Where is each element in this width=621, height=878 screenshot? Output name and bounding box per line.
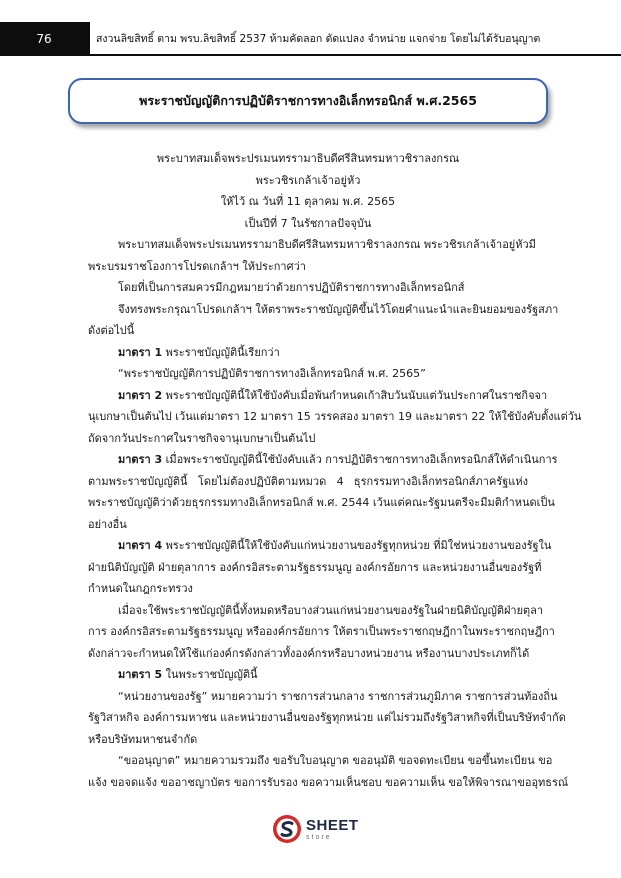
- section-text: พระราชบัญญัตินี้ให้ใช้บังคับเมื่อพ้นกำหนดเก้าสิบวันนับแต่วันประกาศในราชกิจจา: [162, 388, 548, 402]
- title-box: [68, 78, 548, 124]
- preamble-line: พระวชิรเกล้าเจ้าอยู่หัว: [255, 173, 361, 187]
- section-text: พระราชบัญญัตินี้ให้ใช้บังคับแก่หน่วยงานของรัฐทุกหน่วย ที่มิใช่หน่วยงานของรัฐใน: [162, 539, 552, 552]
- paragraph-line: โดยที่เป็นการสมควรมีกฎหมายว่าด้วยการปฏิบัติราชการทางอิเล็กทรอนิกส์: [118, 281, 465, 294]
- footer-logo: [272, 812, 359, 846]
- copyright-notice: สงวนลิขสิทธิ์ ตาม พรบ.ลิขสิทธิ์ 2537 ห้ามคัดลอก ดัดแปลง จำหน่าย แจกจ่าย โดยไม่ได้รับอนุญาต: [96, 33, 541, 45]
- preamble-line: เป็นปีที่ 7 ในรัชกาลปัจจุบัน: [244, 216, 372, 230]
- paragraph-line: ดังต่อไปนี้: [88, 324, 135, 337]
- definition-line: หรือบริษัทมหาชนจำกัด: [88, 732, 198, 746]
- header-bar: [88, 22, 621, 56]
- paragraph-line: พระบาทสมเด็จพระปรเมนทรรามาธิบดีศรีสินทรมหาวชิราลงกรณ พระวชิรเกล้าเจ้าอยู่หัวมี: [118, 238, 536, 251]
- paragraph-line: ดังกล่าวจะกำหนดให้ใช้แก่องค์กรดังกล่าวทั้งองค์กรหรือบางหน่วยงาน หรืองานบางประเภทก็ได้: [88, 646, 530, 660]
- document-body: [88, 148, 582, 793]
- paragraph-line: การ องค์กรอิสระตามรัฐธรรมนูญ หรือองค์กรอัยการ ให้ตราเป็นพระราชกฤษฎีกาในพระราชกฤษฎีกา: [88, 625, 555, 638]
- paragraph-line: กำหนดในกฎกระทรวง: [88, 582, 193, 595]
- document-title: พระราชบัญญัติการปฏิบัติราชการทางอิเล็กทรอนิกส์ พ.ศ.2565: [139, 93, 477, 108]
- sheet-store-logo-icon: [272, 814, 302, 844]
- paragraph-line: จึงทรงพระกรุณาโปรดเกล้าฯ ให้ตราพระราชบัญญัติขึ้นไว้โดยคำแนะนำและยินยอมของรัฐสภา: [118, 302, 559, 316]
- section-label: มาตรา 3: [118, 453, 163, 466]
- section-text: ในพระราชบัญญัตินี้: [162, 668, 258, 681]
- paragraph-line: ถัดจากวันประกาศในราชกิจจานุเบกษาเป็นต้นไป: [88, 431, 316, 445]
- definition-line: แจ้ง ขอจดแจ้ง ขออาชญาบัตร ขอการรับรอง ขอความเห็นชอบ ขอความเห็น ขอให้พิจารณาขออุทธรณ์: [88, 775, 569, 789]
- section-label: มาตรา 2: [118, 388, 163, 402]
- act-name-line: “พระราชบัญญัติการปฏิบัติราชการทางอิเล็กทรอนิกส์ พ.ศ. 2565”: [118, 367, 426, 380]
- paragraph-line: นุเบกษาเป็นต้นไป เว้นแต่มาตรา 12 มาตรา 15 วรรคสอง มาตรา 19 และมาตรา 22 ให้ใช้บังคับตั้งแต่วัน: [88, 410, 582, 423]
- paragraph-line: เมื่อจะใช้พระราชบัญญัตินี้ทั้งหมดหรือบางส่วนแก่หน่วยงานของรัฐในฝ่ายนิติบัญญัติฝ่ายตุลา: [118, 603, 544, 617]
- definition-line: รัฐวิสาหกิจ องค์การมหาชน และหน่วยงานอื่นของรัฐทุกหน่วย แต่ไม่รวมถึงรัฐวิสาหกิจที่เป็นบริษัทจำกัด: [88, 711, 566, 724]
- section-4: [88, 535, 552, 557]
- section-text: เมื่อพระราชบัญญัตินี้ใช้บังคับแล้ว การปฏิบัติราชการทางอิเล็กทรอนิกส์ให้ดำเนินการ: [162, 453, 558, 466]
- paragraph-line: ฝ่ายนิติบัญญัติ ฝ่ายตุลาการ องค์กรอิสระตามรัฐธรรมนูญ องค์กรอัยการ และหน่วยงานอื่นของรัฐที่: [88, 560, 542, 574]
- section-label: มาตรา 5: [118, 668, 163, 681]
- page-header: [0, 22, 621, 56]
- definition-line: “หน่วยงานของรัฐ” หมายความว่า ราชการส่วนกลาง ราชการส่วนภูมิภาค ราชการส่วนท้องถิ่น: [118, 689, 558, 703]
- section-2: [88, 385, 548, 407]
- section-1: [88, 342, 528, 364]
- logo-subtitle: store: [306, 833, 332, 841]
- definition-line: “ขออนุญาต” หมายความรวมถึง ขอรับใบอนุญาต ขออนุมัติ ขอจดทะเบียน ขอขึ้นทะเบียน ขอ: [118, 754, 553, 767]
- section-3: [88, 449, 558, 471]
- logo-word: SHEET: [306, 816, 359, 834]
- section-label: มาตรา 4: [118, 539, 163, 552]
- section-label: มาตรา 1: [118, 345, 163, 359]
- preamble-line: พระบาทสมเด็จพระปรเมนทรรามาธิบดีศรีสินทรมหาวชิราลงกรณ: [156, 152, 460, 165]
- section-text: พระราชบัญญัตินี้เรียกว่า: [162, 345, 280, 359]
- paragraph-line: พระบรมราชโองการโปรดเกล้าฯ ให้ประกาศว่า: [88, 259, 306, 273]
- paragraph-line: ตามพระราชบัญญัตินี้ โดยไม่ต้องปฏิบัติตามหมวด 4 ธุรกรรมทางอิเล็กทรอนิกส์ภาครัฐแห่ง: [88, 474, 528, 488]
- logo-text: [306, 818, 359, 841]
- paragraph-line: อย่างอื่น: [88, 517, 127, 531]
- section-5: [88, 664, 528, 686]
- paragraph-line: พระราชบัญญัติว่าด้วยธุรกรรมทางอิเล็กทรอนิกส์ พ.ศ. 2544 เว้นแต่คณะรัฐมนตรีจะมีมติกำหนดเป็น: [88, 496, 555, 509]
- preamble-line: ให้ไว้ ณ วันที่ 11 ตุลาคม พ.ศ. 2565: [220, 195, 396, 208]
- page-number: 76: [0, 22, 88, 56]
